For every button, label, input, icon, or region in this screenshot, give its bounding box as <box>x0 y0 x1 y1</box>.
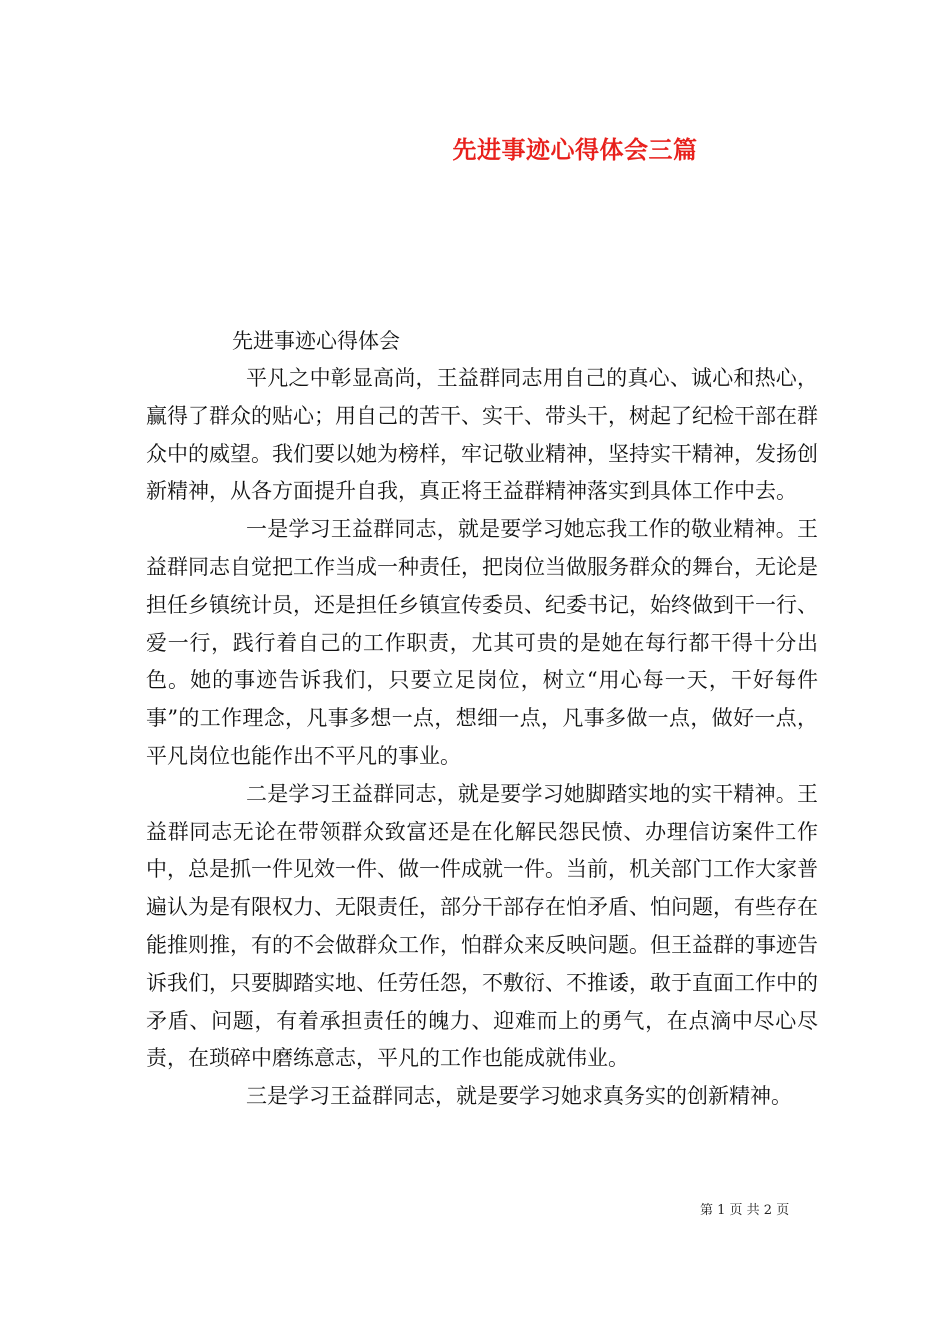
paragraph-intro: 平凡之中彰显高尚，王益群同志用自己的真心、诚心和热心，赢得了群众的贴心；用自己的苦干、实干、带头干，树起了纪检干部在群众中的威望。我们要以她为榜样，牢记敬业精神，坚持实干精神，发扬创新精神，从各方面提升自我，真正将王益群精神落实到具体工作中去。 <box>146 366 818 504</box>
page-number-footer: 第 1 页 共 2 页 <box>700 1203 790 1218</box>
paragraph-point-three: 三是学习王益群同志，就是要学习她求真务实的创新精神。 <box>246 1084 792 1109</box>
document-title: 先进事迹心得体会三篇 <box>452 135 698 164</box>
paragraph-point-one: 一是学习王益群同志，就是要学习她忘我工作的敬业精神。王益群同志自觉把工作当成一种责任，把岗位当做服务群众的舞台，无论是担任乡镇统计员，还是担任乡镇宣传委员、纪委书记，始终做到干一行、爱一行，践行着自己的工作职责，尤其可贵的是她在每行都干得十分出色。她的事迹告诉我们，只要立足岗位，树立“用心每一天，干好每件事”的工作理念，凡事多想一点，想细一点，凡事多做一点，做好一点，平凡岗位也能作出不平凡的事业。 <box>146 517 818 768</box>
document-subtitle: 先进事迹心得体会 <box>232 329 400 353</box>
paragraph-point-two: 二是学习王益群同志，就是要学习她脚踏实地的实干精神。王益群同志无论在带领群众致富还是在化解民怨民愤、办理信访案件工作中，总是抓一件见效一件、做一件成就一件。当前，机关部门工作大家普遍认为是有限权力、无限责任，部分干部存在怕矛盾、怕问题，有些存在能推则推，有的不会做群众工作，怕群众来反映问题。但王益群的事迹告诉我们，只要脚踏实地、任劳任怨，不敷衍、不推诿，敢于直面工作中的矛盾、问题，有着承担责任的魄力、迎难而上的勇气，在点滴中尽心尽责，在琐碎中磨练意志，平凡的工作也能成就伟业。 <box>146 781 818 1071</box>
document-body <box>146 360 818 1116</box>
